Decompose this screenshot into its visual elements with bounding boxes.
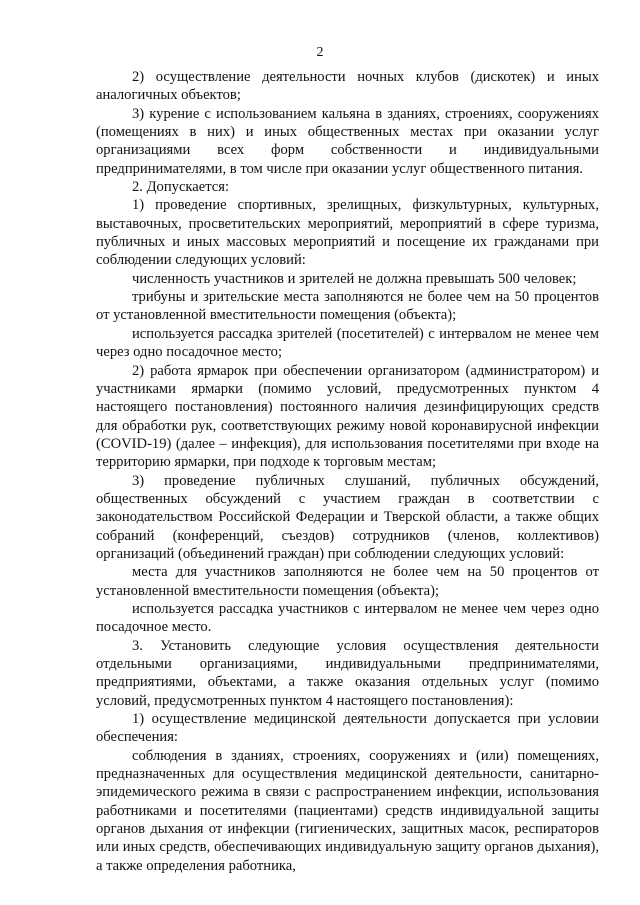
paragraph-participant-seating: используется рассадка участников с интервалом не менее чем через одно посадочное место. [96, 600, 599, 636]
paragraph-events: 1) проведение спортивных, зрелищных, физкультурных, культурных, выставочных, просветительских мероприятий, мероприятий в сфере туризма, публичных и иных массовых мероприятий и посещение их гражданами при соблюдении следующих условий: [96, 197, 599, 269]
paragraph-participant-limit: численность участников и зрителей не должна превышать 500 человек; [132, 270, 577, 287]
paragraph-medical-activity: 1) осуществление медицинской деятельности допускается при условии обеспечения: [96, 711, 599, 746]
paragraph-ban-hookah: 3) курение с использованием кальяна в зданиях, строениях, сооружениях (помещениях в них) и иных общественных местах при оказании услуг организациями всех форм собственности и индивидуальными предпринимателями, в том числе при оказании услуг общественного питания. [96, 105, 599, 177]
paragraph-ban-night-clubs: 2) осуществление деятельности ночных клубов (дискотек) и иных аналогичных объектов; [96, 69, 599, 104]
paragraph-fairs: 2) работа ярмарок при обеспечении организатором (администратором) и участниками ярмарки (помимо условий, предусмотренных пунктом 4 настоящего постановления) постоянного наличия дезинфицирующих средств для обработки рук, соответствующих режиму новой коронавирусной инфекции (COVID-19) (далее – инфекция), для использования посетителями при входе на территорию ярмарки, при подходе к торговым местам; [96, 362, 599, 471]
paragraph-seat-capacity: трибуны и зрительские места заполняются не более чем на 50 процентов от установленной вместительности помещения (объекта); [96, 289, 599, 324]
paragraph-public-hearings: 3) проведение публичных слушаний, публичных обсуждений, общественных обсуждений с участием граждан в соответствии с законодательством Российской Федерации и Тверской области, а также общих собраний (конференций, съездов) сотрудников (членов, коллективов) организаций (объединений граждан) при соблюдении следующих условий: [96, 472, 599, 562]
paragraph-section-2-heading: 2. Допускается: [132, 179, 230, 196]
paragraph-participant-seats: места для участников заполняются не более чем на 50 процентов от установленной вместительности помещения (объекта); [96, 564, 599, 599]
paragraph-section-3-conditions: 3. Установить следующие условия осуществления деятельности отдельными организациями, индивидуальными предпринимателями, предприятиями, объектами, а также оказания отдельных услуг (помимо условий, предусмотренных пунктом 4 настоящего постановления): [96, 637, 599, 709]
paragraph-sanitary-regime: соблюдения в зданиях, строениях, сооружениях и (или) помещениях, предназначенных для осуществления медицинской деятельности, санитарно-эпидемического режима в связи с распространением инфекции, использования работниками и посетителями (пациентами) средств индивидуальной защиты органов дыхания от инфекции (гигиенических, защитных масок, респираторов или иных средств, обеспечивающих индивидуальную защиту органов дыхания), а также определения работника, [96, 747, 599, 874]
paragraph-seating-interval: используется рассадка зрителей (посетителей) с интервалом не менее чем через одно посадочное место; [96, 325, 599, 361]
document-body [96, 68, 599, 875]
page-number: 2 [316, 45, 324, 60]
